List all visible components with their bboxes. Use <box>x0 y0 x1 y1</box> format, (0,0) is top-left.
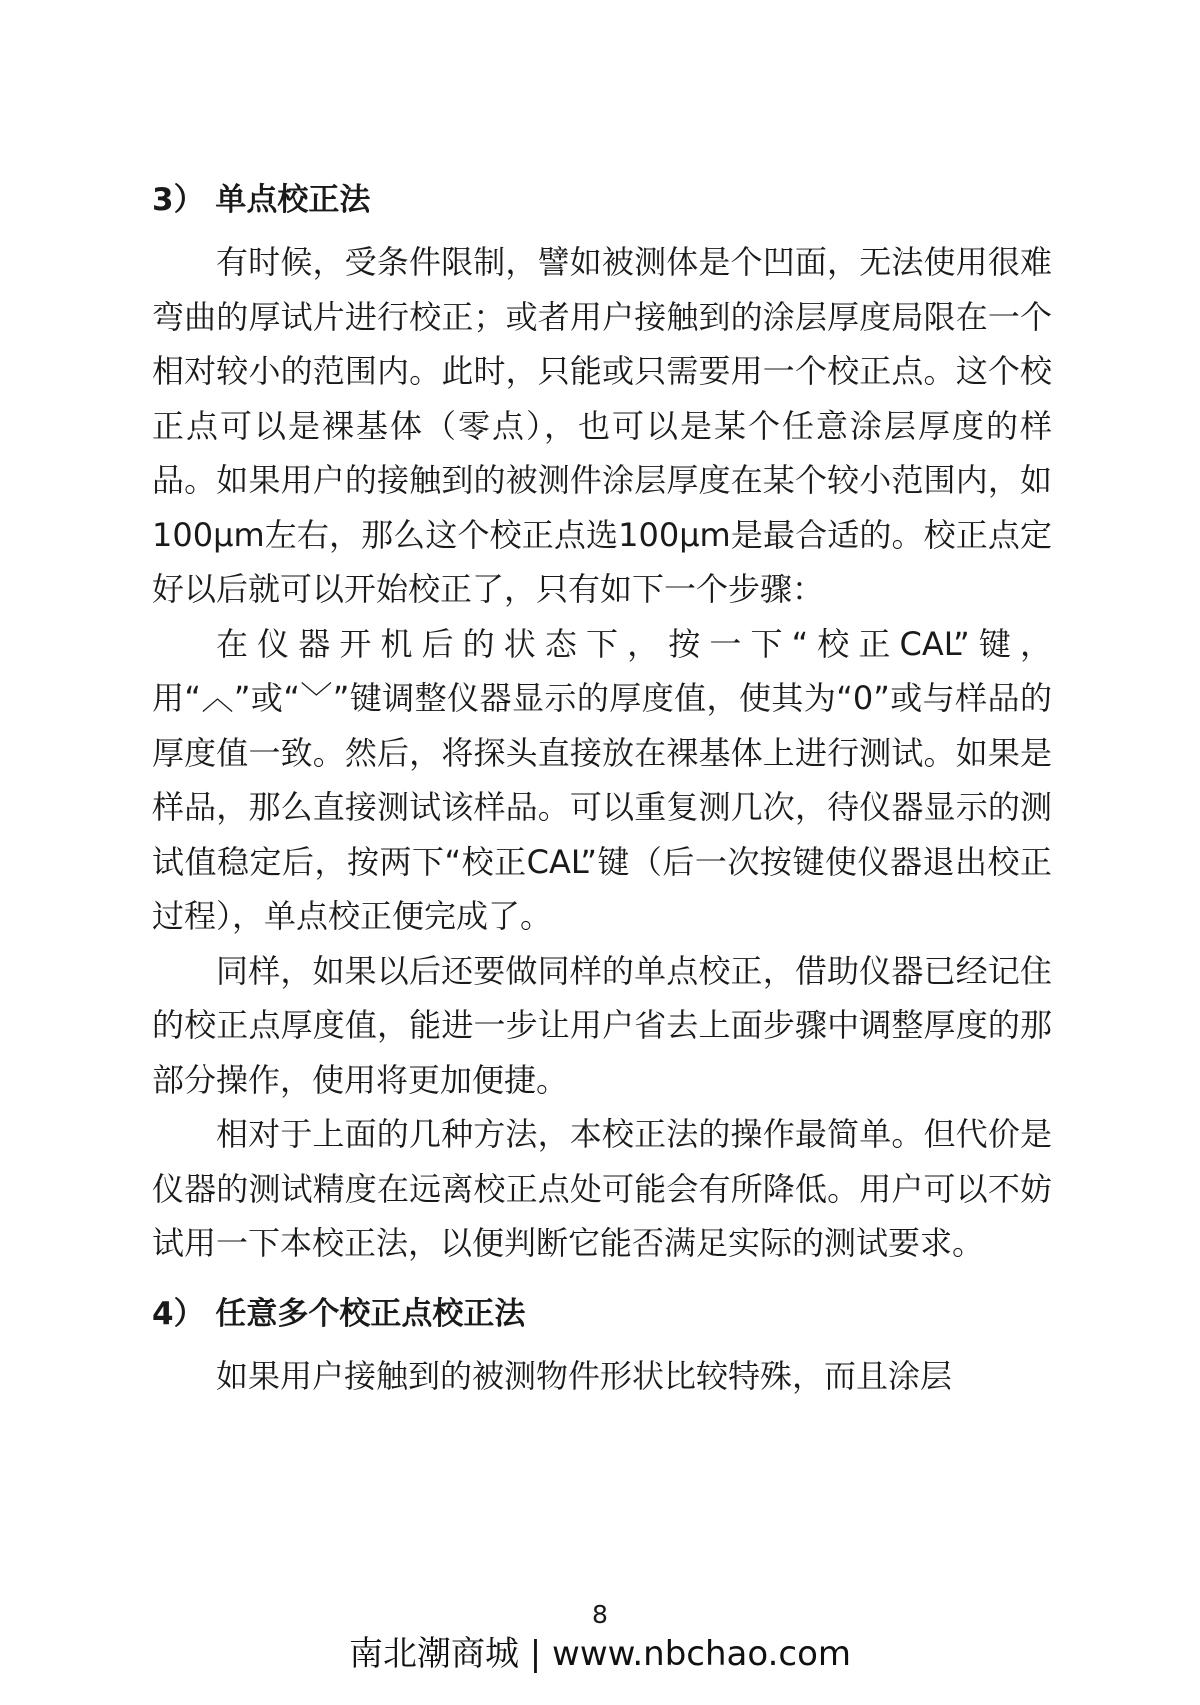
page-number: 8 <box>592 1600 608 1629</box>
section-4-heading: 4） 任意多个校正点校正法 <box>152 1295 526 1332</box>
footer-watermark-text: 南北潮商城 | www.nbchao.com <box>348 1634 851 1674</box>
section-3-paragraph-3: 同样，如果以后还要做同样的单点校正，借助仪器已经记住的校正点厚度值，能进一步让用户省去上面步骤中调整厚度的那部分操作，使用将更加便捷。 <box>152 951 1052 1099</box>
section-3-paragraph-1: 有时候，受条件限制，譬如被测体是个凹面，无法使用很难弯曲的厚试片进行校正；或者用户接触到的涂层厚度局限在一个相对较小的范围内。此时，只能或只需要用一个校正点。这个校正点可以是裸基体（零点），也可以是某个任意涂层厚度的样品。如果用户的接触到的被测件涂层厚度在某个较小范围内，如100μm左右，那么这个校正点选100μm是最合适的。校正点定好以后就可以开始校正了，只有如下一个步骤： <box>152 243 1052 608</box>
section-4-paragraph-1: 如果用户接触到的被测物件形状比较特殊，而且涂层 <box>216 1356 953 1395</box>
section-3-paragraph-2: 在仪器开机后的状态下，按一下“校正CAL”键，用“︿”或“﹀”键调整仪器显示的厚度值，使其为“0”或与样品的厚度值一致。然后，将探头直接放在裸基体上进行测试。如果是样品，那么直接测试该样品。可以重复测几次，待仪器显示的测试值稳定后，按两下“校正CAL”键（后一次按键使仪器退出校正过程），单点校正便完成了。 <box>152 624 1052 935</box>
section-3-heading: 3） 单点校正法 <box>152 182 371 218</box>
section-3-paragraph-4: 相对于上面的几种方法，本校正法的操作最简单。但代价是仪器的测试精度在远离校正点处可能会有所降低。用户可以不妨试用一下本校正法，以便判断它能否满足实际的测试要求。 <box>152 1115 1052 1262</box>
page-body <box>152 175 1052 1403</box>
